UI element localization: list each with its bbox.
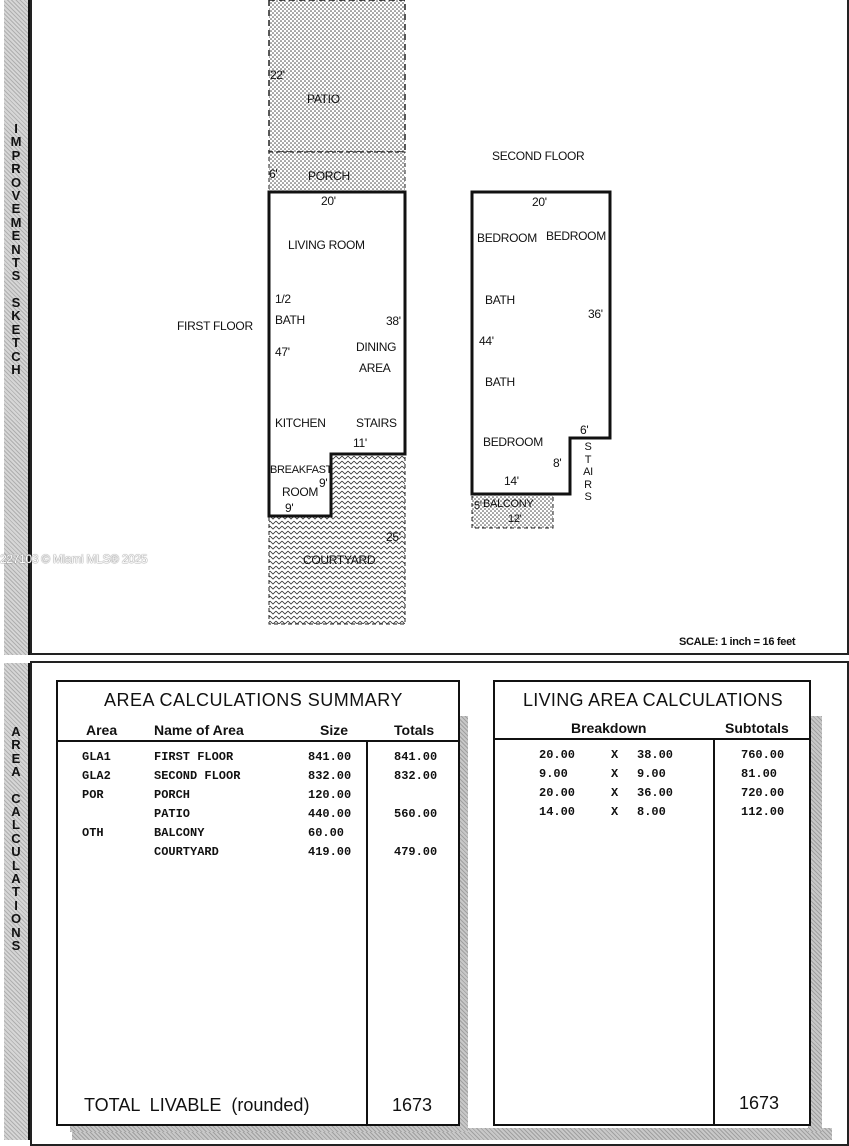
- row-area-name: SECOND FLOOR: [154, 769, 241, 783]
- half-bath-label-1: 1/2: [275, 292, 291, 306]
- summary-title: AREA CALCULATIONS SUMMARY: [104, 690, 403, 710]
- living-area-box: [493, 680, 811, 1126]
- row-area-name: COURTYARD: [154, 845, 219, 859]
- step-width-label: 11': [353, 436, 367, 450]
- notch-width: 6': [580, 423, 589, 437]
- row-area-code: OTH: [82, 826, 104, 840]
- courtyard-label: COURTYARD: [303, 553, 376, 567]
- header-size: Size: [320, 722, 349, 738]
- row-area-total: 832.00: [394, 769, 438, 783]
- half-bath-label-2: BATH: [275, 313, 305, 327]
- header-name: Name of Area: [154, 722, 244, 738]
- row-dim-b: 9.00: [637, 767, 666, 781]
- watermark: 227103 © Miami MLS® 2025: [0, 552, 148, 566]
- row-area-code: GLA2: [82, 769, 111, 783]
- first-right-depth: 38': [386, 314, 401, 328]
- total-livable-value: 1673: [392, 1095, 433, 1115]
- row-subtotal: 112.00: [741, 805, 785, 819]
- patio-label: PATIO: [307, 92, 340, 106]
- row-dim-a: 20.00: [539, 748, 576, 762]
- row-dim-b: 8.00: [637, 805, 666, 819]
- row-times: X: [611, 786, 619, 800]
- row-area-name: PATIO: [154, 807, 191, 821]
- bedroom-label-2: BEDROOM: [546, 229, 606, 243]
- second-bottom-width: 14': [504, 474, 519, 488]
- bath-label-2: BATH: [485, 375, 515, 389]
- sketch-side-label: I M P R O V E M E N T S S K E T C H: [10, 121, 22, 377]
- calc-side-strip: [4, 663, 30, 1140]
- porch-dim: 6': [269, 167, 278, 181]
- row-area-code: POR: [82, 788, 104, 802]
- stairs-vertical-label: STAIRS: [583, 441, 593, 503]
- row-area-size: 841.00: [308, 750, 352, 764]
- subtotal-column-divider: [713, 738, 715, 1124]
- notch-height: 8': [553, 456, 562, 470]
- patio-dim: 22': [270, 68, 285, 82]
- header-breakdown: Breakdown: [571, 720, 647, 736]
- row-subtotal: 760.00: [741, 748, 785, 762]
- row-dim-b: 38.00: [637, 748, 674, 762]
- balcony-width: 12': [508, 513, 522, 525]
- living-header-underline: [495, 738, 809, 740]
- dining-label-2: AREA: [359, 361, 391, 375]
- row-area-name: PORCH: [154, 788, 191, 802]
- row-area-name: FIRST FLOOR: [154, 750, 234, 764]
- row-subtotal: 81.00: [741, 767, 778, 781]
- living-room-label: LIVING ROOM: [288, 238, 365, 252]
- balcony-label: BALCONY: [483, 498, 534, 510]
- row-area-size: 832.00: [308, 769, 352, 783]
- balcony-height: 5': [474, 500, 482, 512]
- bath-label-1: BATH: [485, 293, 515, 307]
- scale-label: SCALE: 1 inch = 16 feet: [679, 636, 796, 648]
- kitchen-label: KITCHEN: [275, 416, 326, 430]
- row-area-size: 60.00: [308, 826, 345, 840]
- porch-label: PORCH: [308, 169, 350, 183]
- row-subtotal: 720.00: [741, 786, 785, 800]
- row-dim-a: 9.00: [539, 767, 568, 781]
- breakfast-width: 9': [285, 501, 294, 515]
- patio-area: [269, 0, 405, 152]
- second-right-depth: 36': [588, 307, 603, 321]
- row-dim-b: 36.00: [637, 786, 674, 800]
- row-times: X: [611, 805, 619, 819]
- row-times: X: [611, 748, 619, 762]
- row-area-size: 120.00: [308, 788, 352, 802]
- bedroom-label-1: BEDROOM: [477, 231, 537, 245]
- calc-side-label: A R E A C A L C U L A T I O N S: [10, 724, 22, 954]
- totals-column-divider: [366, 740, 368, 1124]
- first-depth: 47': [275, 345, 290, 359]
- courtyard-dim: 25': [386, 530, 401, 544]
- row-area-size: 440.00: [308, 807, 352, 821]
- total-livable-label: TOTAL LIVABLE (rounded): [84, 1095, 310, 1115]
- header-subtotals: Subtotals: [725, 720, 789, 736]
- row-area-total: 841.00: [394, 750, 438, 764]
- header-underline: [58, 740, 458, 742]
- row-area-total: 560.00: [394, 807, 438, 821]
- row-dim-a: 14.00: [539, 805, 576, 819]
- living-title: LIVING AREA CALCULATIONS: [523, 690, 783, 710]
- header-totals: Totals: [394, 722, 435, 738]
- first-width-top: 20': [321, 194, 336, 208]
- living-total-value: 1673: [739, 1093, 780, 1113]
- row-area-total: 479.00: [394, 845, 438, 859]
- row-dim-a: 20.00: [539, 786, 576, 800]
- second-floor-label: SECOND FLOOR: [492, 149, 585, 163]
- header-area: Area: [86, 722, 118, 738]
- area-summary-box: [56, 680, 460, 1126]
- row-area-size: 419.00: [308, 845, 352, 859]
- row-area-name: BALCONY: [154, 826, 205, 840]
- second-left-depth: 44': [479, 334, 494, 348]
- bedroom-label-3: BEDROOM: [483, 435, 543, 449]
- row-times: X: [611, 767, 619, 781]
- breakfast-label-2: ROOM: [282, 485, 319, 499]
- stairs-label: STAIRS: [356, 416, 397, 430]
- first-floor-label: FIRST FLOOR: [177, 319, 253, 333]
- row-area-code: GLA1: [82, 750, 111, 764]
- dining-label-1: DINING: [356, 340, 397, 354]
- second-width-top: 20': [532, 195, 547, 209]
- breakfast-label-1: BREAKFAST: [270, 464, 333, 476]
- breakfast-height: 9': [319, 476, 328, 490]
